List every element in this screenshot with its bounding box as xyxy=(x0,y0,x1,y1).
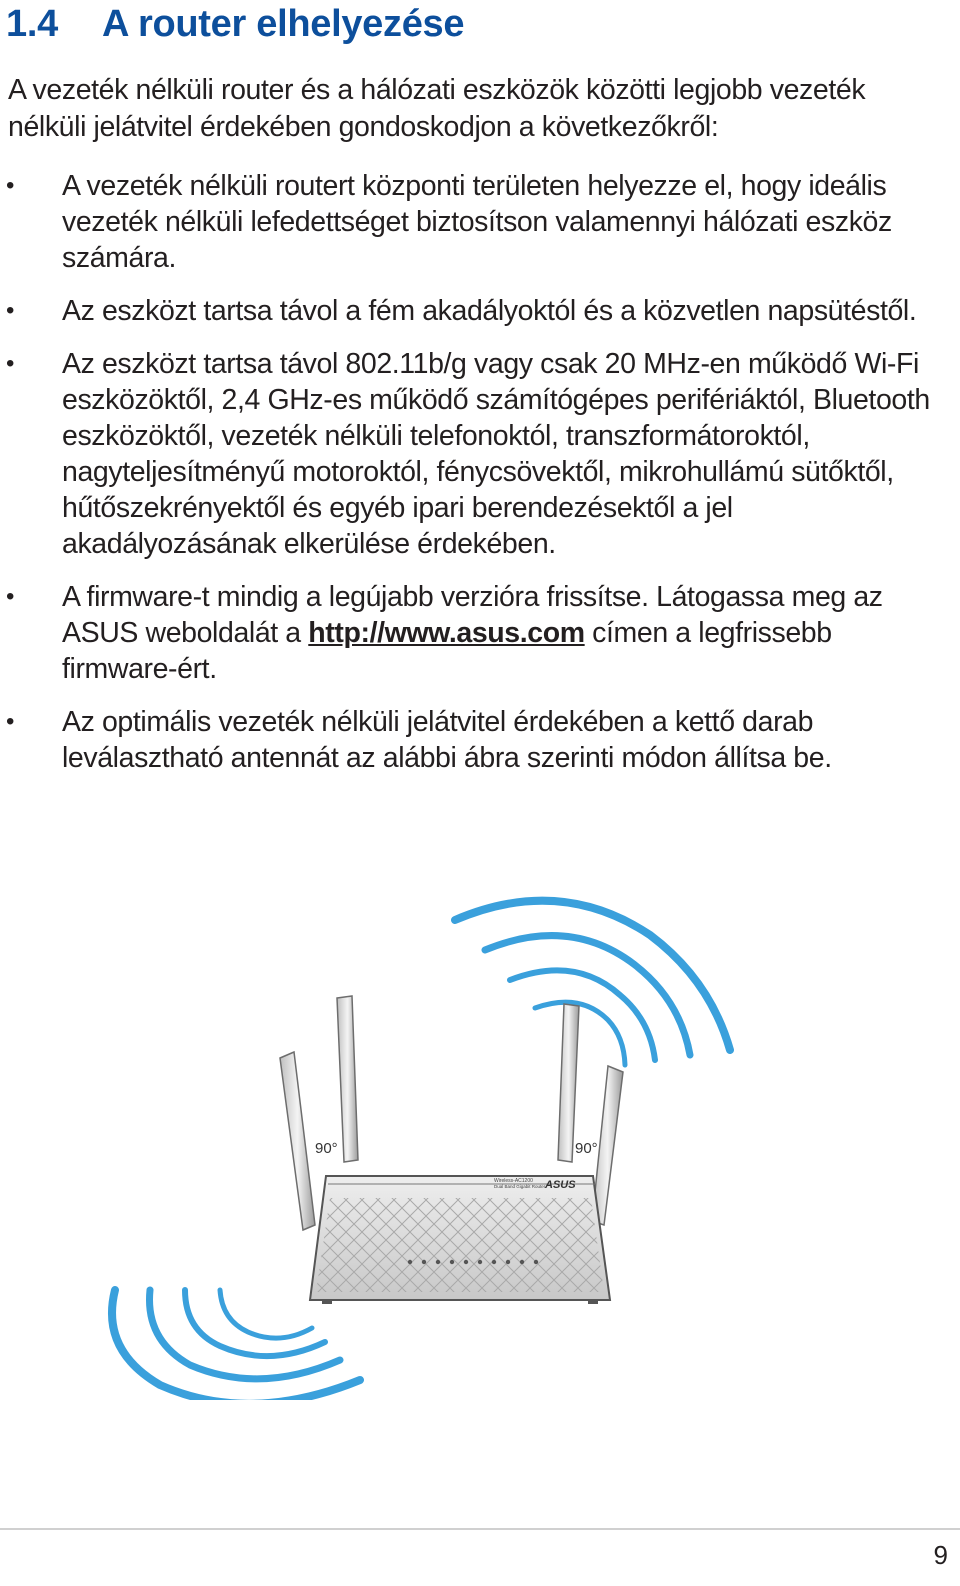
wave-arc xyxy=(220,1290,312,1338)
wave-arc xyxy=(150,1290,341,1379)
wave-arc xyxy=(185,1290,325,1356)
bullet-text: Az eszközt tartsa távol 802.11b/g vagy csak 20 MHz-en működő Wi-Fi eszközöktől, 2,4 GHz-es működő számítógépes perifériáktól, Bluetooth eszközöktől, vezeték nélküli telefonoktól, transzformátoroktól, nagyteljesítményű motoroktól, fénycsövektől, mikrohullámú sütőktől, hűtőszekrényektől és egyéb ipari berendezésektől a jel akadályozásának elkerülése érdekében. xyxy=(62,348,930,560)
section-heading xyxy=(6,0,464,48)
wave-arc xyxy=(510,970,655,1060)
bullet-icon: • xyxy=(6,350,15,377)
bullet-text: Az eszközt tartsa távol a fém akadályoktól és a közvetlen napsütéstől. xyxy=(62,295,917,327)
page-number: 9 xyxy=(933,1540,948,1570)
wave-arc xyxy=(485,936,690,1055)
bullet-icon: • xyxy=(6,583,15,610)
section-number: 1.4 xyxy=(6,3,58,45)
list-item xyxy=(0,579,940,687)
bullet-text: A firmware-t mindig a legújabb verzióra frissítse. Látogassa meg az ASUS weboldalát a xyxy=(62,581,883,649)
list-item xyxy=(0,704,940,776)
wireless-waves-top-right xyxy=(455,901,730,1065)
asus-logo: ASUS xyxy=(545,1179,576,1191)
router-antenna-figure xyxy=(90,880,870,1400)
bullet-icon: • xyxy=(6,708,15,735)
list-item xyxy=(0,346,940,562)
footer-divider xyxy=(0,1528,960,1530)
bullet-icon: • xyxy=(6,172,15,199)
section-title: A router elhelyezése xyxy=(102,3,465,45)
wave-arc xyxy=(535,1002,625,1065)
router-model-line2: Dual Band Gigabit Router xyxy=(494,1184,546,1189)
bullet-icon: • xyxy=(6,297,15,324)
placement-list xyxy=(0,168,940,793)
list-item xyxy=(0,168,940,276)
list-item xyxy=(0,293,940,329)
bullet-text: A vezeték nélküli routert központi területen helyezze el, hogy ideális vezeték nélküli lefedettséget biztosítson valamennyi hálózati eszköz számára. xyxy=(62,170,892,274)
router-model-line1: Wireless-AC1200 xyxy=(494,1178,533,1184)
left-antenna-angle: 90° xyxy=(315,1140,338,1157)
antenna-inner-left xyxy=(337,996,358,1162)
router-body xyxy=(310,1176,610,1304)
intro-paragraph: A vezeték nélküli router és a hálózati eszközök közötti legjobb vezeték nélküli jelátvitel érdekében gondoskodjon a következőkről: xyxy=(8,74,866,143)
antenna-inner-right xyxy=(558,1004,579,1162)
right-antenna-angle: 90° xyxy=(575,1140,598,1157)
bullet-text: Az optimális vezeték nélküli jelátvitel érdekében a kettő darab leválasztható antennát az alábbi ábra szerinti módon állítsa be. xyxy=(62,706,832,774)
asus-website-link[interactable]: http://www.asus.com xyxy=(308,617,585,649)
wireless-waves-bottom-left xyxy=(112,1290,360,1400)
antenna-outer-left xyxy=(280,1052,315,1230)
bullet-text: címen a legfrissebb firmware-ért. xyxy=(62,617,832,685)
